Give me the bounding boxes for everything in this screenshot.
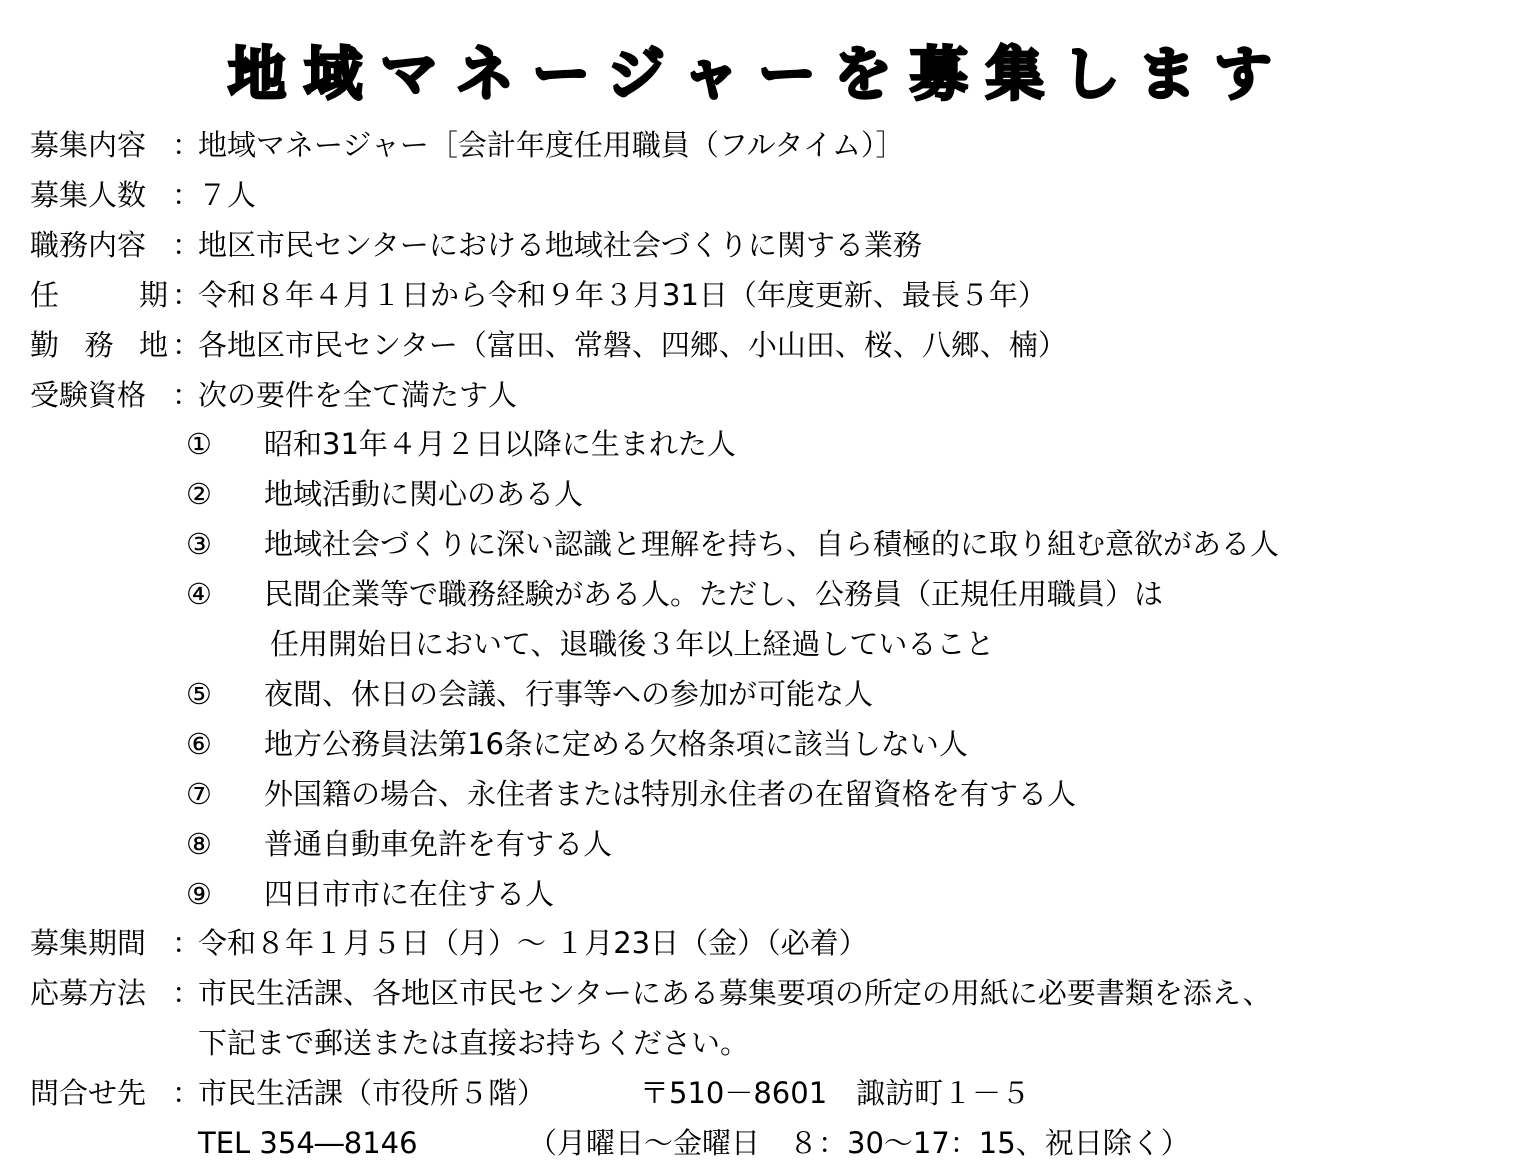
item-text: 夜間、休日の会議、行事等への参加が可能な人 <box>264 677 874 711</box>
item-text: 民間企業等で職務経験がある人。ただし、公務員（正規任用職員）は <box>264 577 1164 611</box>
row-label <box>30 372 168 418</box>
row-label-text: 応募方法 <box>30 976 147 1010</box>
qualification-item-continuation: 任用開始日において、退職後３年以上経過していること <box>270 627 995 661</box>
row-label-text: 職務内容 <box>30 228 147 262</box>
colon: ： <box>172 1076 202 1110</box>
item-text: 地域活動に関心のある人 <box>264 477 584 511</box>
row-value: 地区市民センターにおける地域社会づくりに関する業務 <box>198 228 922 262</box>
item-text: 外国籍の場合、永住者または特別永住者の在留資格を有する人 <box>264 777 1077 811</box>
row-label-text: 受験資格 <box>30 378 147 412</box>
row-label <box>30 122 168 168</box>
row-label-char: 務 <box>84 328 114 362</box>
contact-postal-address: 〒510－8601 諏訪町１－５ <box>640 1076 1031 1110</box>
row-value: 各地区市民センター（富田、常磐、四郷、小山田、桜、八郷、楠） <box>198 328 1067 362</box>
row-label-char: 地 <box>138 328 168 362</box>
row-label <box>30 970 168 1016</box>
row-label <box>30 272 168 318</box>
method-continuation: 下記まで郵送または直接お持ちください。 <box>198 1026 750 1060</box>
item-number: ⑦ <box>186 777 212 811</box>
item-text: 普通自動車免許を有する人 <box>264 827 613 861</box>
row-value: 地域マネージャー［会計年度任用職員（フルタイム）］ <box>198 128 905 162</box>
colon: ： <box>172 976 202 1010</box>
row-label-text: 募集期間 <box>30 926 147 960</box>
row-label <box>30 322 168 368</box>
item-number: ⑨ <box>186 877 212 911</box>
row-value: 市民生活課、各地区市民センターにある募集要項の所定の用紙に必要書類を添え、 <box>198 976 1272 1010</box>
row-label <box>30 172 168 218</box>
colon: ： <box>172 128 202 162</box>
row-label <box>30 222 168 268</box>
row-label-text: 募集人数 <box>30 178 147 212</box>
item-number: ⑧ <box>186 827 212 861</box>
item-number: ⑥ <box>186 727 212 761</box>
row-label-char: 任 <box>30 278 60 312</box>
colon: ： <box>172 278 202 312</box>
contact-office: 市民生活課（市役所５階） <box>198 1076 547 1110</box>
row-label-text: 問合せ先 <box>30 1076 147 1110</box>
item-number: ⑤ <box>186 677 212 711</box>
item-number: ③ <box>186 527 212 561</box>
item-number: ② <box>186 477 212 511</box>
item-number: ① <box>186 427 212 461</box>
item-text: 四日市市に在住する人 <box>264 877 555 911</box>
row-label-char: 期 <box>138 278 168 312</box>
contact-tel: TEL 354―8146 <box>198 1126 418 1160</box>
row-label <box>30 920 168 966</box>
colon: ： <box>172 178 202 212</box>
colon: ： <box>172 378 202 412</box>
row-contact <box>30 1070 1470 1116</box>
item-text: 地方公務員法第16条に定める欠格条項に該当しない人 <box>264 727 968 761</box>
row-label-text: 募集内容 <box>30 128 147 162</box>
colon: ： <box>172 228 202 262</box>
row-value: 令和８年４月１日から令和９年３月31日（年度更新、最長５年） <box>198 278 1047 312</box>
row-value: 令和８年１月５日（月）～ １月23日（金）（必着） <box>198 926 868 960</box>
row-value: 次の要件を全て満たす人 <box>198 378 518 412</box>
row-label <box>30 1070 168 1116</box>
colon: ： <box>172 926 202 960</box>
item-text: 昭和31年４月２日以降に生まれた人 <box>264 427 736 461</box>
contact-hours: （月曜日～金曜日 ８：30～17：15、祝日除く） <box>528 1126 1190 1160</box>
row-value: ７人 <box>198 178 257 212</box>
colon: ： <box>172 328 202 362</box>
row-label-char: 勤 <box>30 328 60 362</box>
page-title: 地域マネージャーを募集します <box>228 40 1290 108</box>
item-number: ④ <box>186 577 212 611</box>
item-text: 地域社会づくりに深い認識と理解を持ち、自ら積極的に取り組む意欲がある人 <box>264 527 1280 561</box>
